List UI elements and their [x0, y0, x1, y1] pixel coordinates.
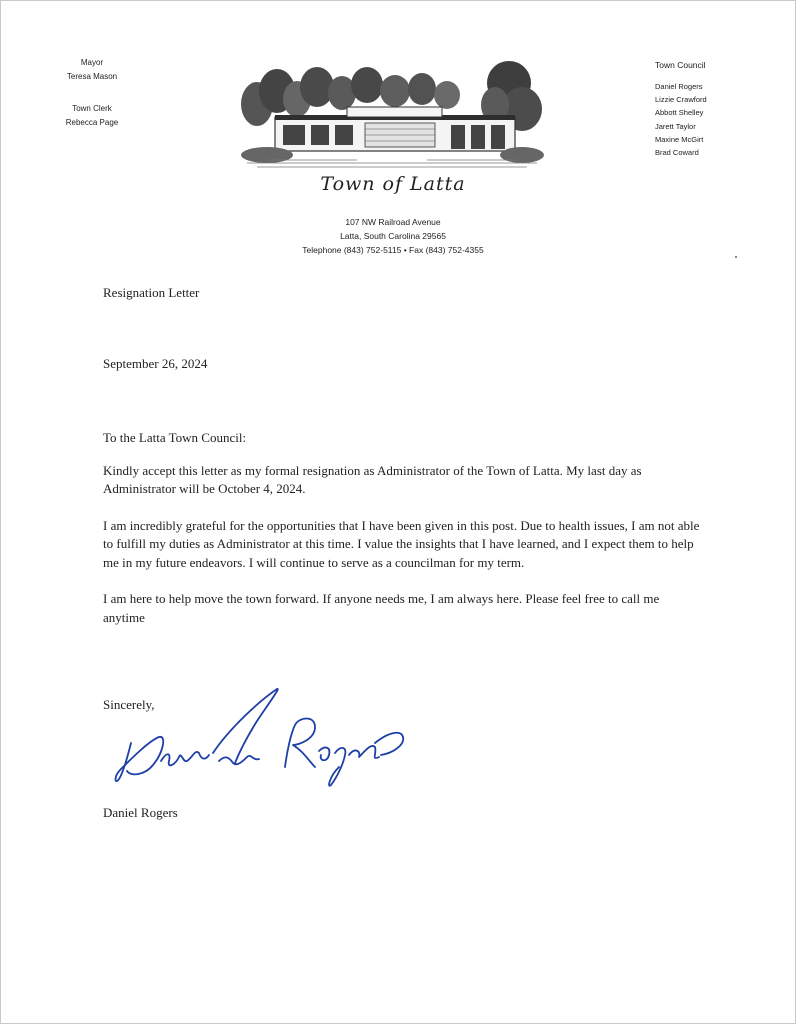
scan-speck	[735, 256, 737, 258]
council-member: Lizzie Crawford	[655, 95, 707, 105]
letter-subject: Resignation Letter	[103, 285, 200, 300]
letter-paragraph: I am here to help move the town forward. If anyone needs me, I am always here. Please feel free to call me anytime	[103, 591, 660, 625]
letter-paragraph: Kindly accept this letter as my formal resignation as Administrator of the Town of Latta. My last day as Administrator will be October 4, 2024.	[103, 462, 642, 496]
council-column	[655, 58, 765, 159]
town-address	[237, 215, 549, 257]
council-member: Maxine McGirt	[655, 134, 704, 144]
signer-name: Daniel Rogers	[103, 805, 178, 820]
letter-date: September 26, 2024	[103, 356, 208, 371]
town-name: Town of Latta	[320, 173, 466, 195]
council-heading: Town Council	[655, 60, 706, 70]
official-role: Town Clerk	[72, 104, 112, 113]
letter-salutation: To the Latta Town Council:	[103, 430, 247, 445]
council-member: Brad Coward	[655, 147, 699, 157]
address-line: 107 NW Railroad Avenue	[345, 217, 441, 227]
letter-closing: Sincerely,	[103, 697, 155, 712]
official-name: Rebecca Page	[65, 118, 119, 127]
letter-body	[103, 429, 703, 645]
phone-fax-line: Telephone (843) 752-5115 • Fax (843) 752-4355	[302, 245, 484, 255]
official-name: Teresa Mason	[66, 72, 118, 81]
address-line: Latta, South Carolina 29565	[340, 231, 446, 241]
officials-column	[47, 56, 137, 148]
council-member: Jarett Taylor	[655, 121, 696, 131]
signature-image	[109, 681, 409, 791]
council-member: Daniel Rogers	[655, 82, 703, 91]
council-member: Abbott Shelley	[655, 108, 704, 118]
official-role: Mayor	[80, 58, 104, 67]
letter-paragraph: I am incredibly grateful for the opportunities that I have been given in this post. Due to health issues, I am not able to fulfill my duties as Administrator at this time. I value the insights that I have learned, and I expect them to help me in my future endeavors. I will continue to serve as a councilman for my term.	[103, 517, 700, 570]
town-hall-logo	[237, 59, 549, 171]
